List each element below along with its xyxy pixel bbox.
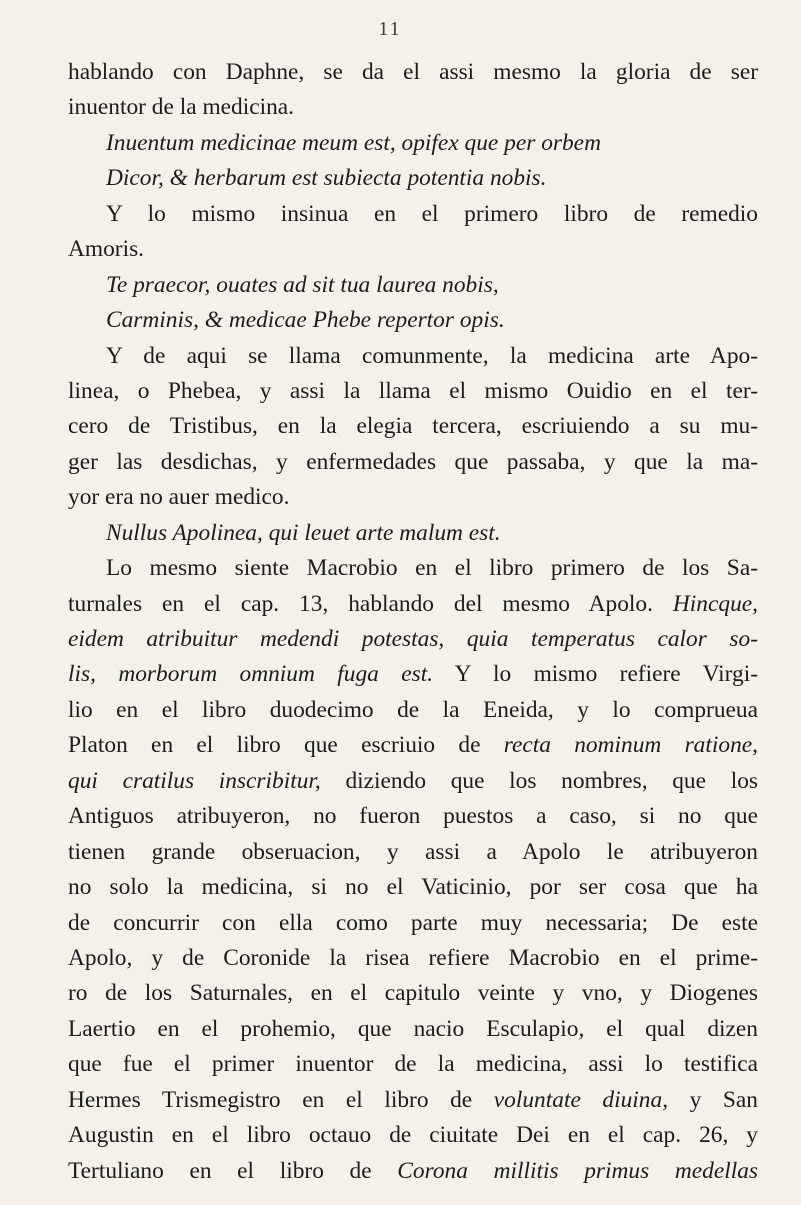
text-line: [68, 1012, 758, 1047]
text-line: [68, 445, 758, 480]
text-line: [68, 587, 758, 622]
italic-segment: Te praecor, ouates ad sit tua laurea nobis,: [106, 271, 499, 298]
text-line: [68, 976, 758, 1011]
text-line: [68, 906, 758, 941]
text-segment: que fue el primer inuentor de la medicina, assi lo testifica: [68, 1051, 758, 1078]
text-line: [68, 516, 758, 551]
text-segment: Y de aqui se llama comunmente, la medicina arte Apo-: [106, 342, 758, 369]
text-segment: Amoris.: [68, 236, 145, 263]
italic-segment: Nullus Apolinea, qui leuet arte malum est.: [106, 519, 501, 546]
italic-segment: recta nominum ratione,: [503, 732, 758, 759]
text-segment: turnales en el cap. 13, hablando del mesmo Apolo.: [68, 590, 673, 617]
body-text: [68, 55, 758, 1189]
text-line: [68, 622, 758, 657]
text-line: [68, 126, 758, 161]
text-segment: Y lo mismo refiere Virgi-: [433, 661, 758, 688]
text-line: [68, 268, 758, 303]
italic-segment: Carminis, & medicae Phebe repertor opis.: [106, 307, 505, 334]
text-line: [68, 1083, 758, 1118]
text-line: [68, 55, 758, 90]
text-segment: Laertio en el prohemio, que nacio Esculapio, el qual dizen: [68, 1015, 758, 1042]
italic-segment: Dicor, & herbarum est subiecta potentia nobis.: [106, 165, 547, 192]
text-line: [68, 870, 758, 905]
text-segment: y San: [668, 1086, 759, 1113]
text-segment: cero de Tristibus, en la elegia tercera, escriuiendo a su mu-: [68, 413, 758, 440]
text-line: [68, 197, 758, 232]
text-segment: Lo mesmo siente Macrobio en el libro primero de los Sa-: [106, 555, 758, 582]
text-line: [68, 551, 758, 586]
text-line: [68, 374, 758, 409]
text-line: [68, 480, 758, 515]
text-segment: ger las desdichas, y enfermedades que passaba, y que la ma-: [68, 448, 758, 475]
text-line: [68, 657, 758, 692]
text-segment: Antiguos atribuyeron, no fueron puestos a caso, si no que: [68, 803, 758, 830]
italic-segment: Corona millitis primus medellas: [397, 1157, 759, 1184]
text-line: [68, 339, 758, 374]
italic-segment: eidem atribuitur medendi potestas, quia temperatus calor so-: [68, 626, 758, 652]
text-segment: ro de los Saturnales, en el capitulo veinte y vno, y Diogenes: [68, 980, 758, 1007]
text-line: [68, 303, 758, 338]
text-line: [68, 728, 758, 763]
text-segment: Apolo, y de Coronide la risea refiere Macrobio en el prime-: [68, 944, 758, 971]
page-number: 11: [378, 18, 402, 40]
text-segment: Hermes Trismegistro en el libro de: [68, 1086, 494, 1113]
text-segment: Augustin en el libro octauo de ciuitate Dei en el cap. 26, y: [68, 1122, 758, 1149]
text-segment: hablando con Daphne, se da el assi mesmo la gloria de ser: [68, 59, 758, 85]
text-line: [68, 232, 758, 267]
text-segment: de concurrir con ella como parte muy necessaria; De este: [68, 909, 758, 936]
text-line: [68, 90, 758, 125]
text-line: [68, 409, 758, 444]
text-line: [68, 941, 758, 976]
text-segment: linea, o Phebea, y assi la llama el mismo Ouidio en el ter-: [68, 377, 758, 404]
text-segment: lio en el libro duodecimo de la Eneida, y lo comprueua: [68, 696, 758, 723]
text-segment: tienen grande obseruacion, y assi a Apolo le atribuyeron: [68, 838, 758, 865]
text-segment: yor era no auer medico.: [68, 484, 290, 511]
text-line: [68, 1154, 758, 1189]
text-line: [68, 799, 758, 834]
italic-segment: Hincque,: [672, 590, 758, 617]
italic-segment: Inuentum medicinae meum est, opifex que per orbem: [106, 129, 601, 156]
text-segment: no solo la medicina, si no el Vaticinio, por ser cosa que ha: [68, 874, 758, 901]
text-segment: diziendo que los nombres, que los: [320, 767, 759, 794]
text-line: [68, 1047, 758, 1082]
text-line: [68, 1118, 758, 1153]
text-line: [68, 161, 758, 196]
text-segment: Platon en el libro que escriuio de: [68, 732, 504, 759]
text-line: [68, 693, 758, 728]
text-line: [68, 835, 758, 870]
italic-segment: lis, morborum omnium fuga est.: [68, 661, 434, 688]
text-line: [68, 764, 758, 799]
text-segment: Tertuliano en el libro de: [68, 1157, 398, 1184]
italic-segment: voluntate diuina,: [493, 1086, 669, 1113]
text-segment: Y lo mismo insinua en el primero libro de remedio: [106, 200, 758, 227]
italic-segment: qui cratilus inscribitur,: [68, 767, 321, 794]
text-segment: inuentor de la medicina.: [68, 94, 295, 121]
